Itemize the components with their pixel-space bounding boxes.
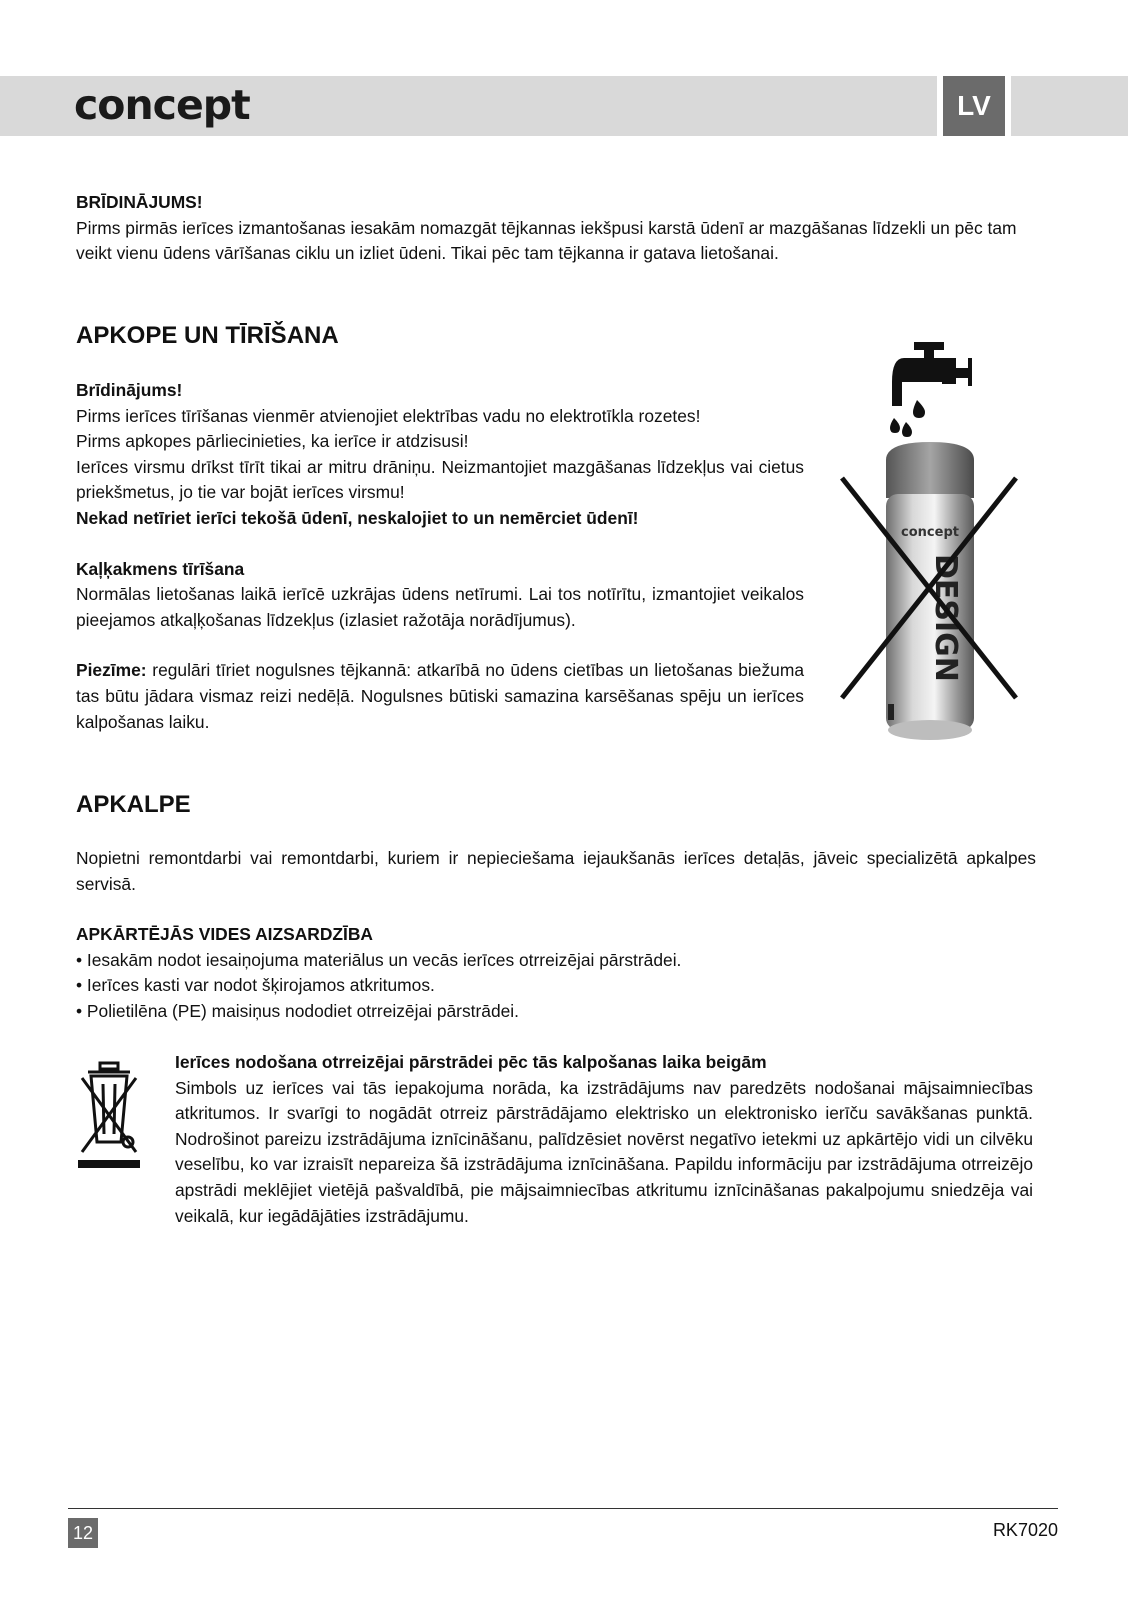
note-text: regulāri tīriet nogulsnes tējkannā: atkarībā no ūdens cietības un lietošanas biežuma tas būtu jādara vismaz reizi nedēļā. Nogulsnes būtiski samazina karsēšanas spēju un ierīces kalpošanas laiku. xyxy=(76,660,804,732)
weee-crossed-bin-icon xyxy=(74,1060,144,1172)
maintenance-warning-title: Brīdinājums! xyxy=(76,380,183,400)
product-text: DESIGN xyxy=(928,554,963,682)
maintenance-heading: APKOPE UN TĪRĪŠANA xyxy=(76,322,339,349)
page-number: 12 xyxy=(68,1518,98,1548)
note-paragraph xyxy=(76,658,804,735)
footer-divider xyxy=(68,1508,1058,1509)
service-section xyxy=(76,846,1036,897)
list-item: • Iesakām nodot iesaiņojuma materiālus un vecās ierīces otrreizējai pārstrādei. xyxy=(76,949,682,970)
warning-title: BRĪDINĀJUMS! xyxy=(76,192,203,212)
recycling-section xyxy=(175,1050,1033,1229)
kettle-no-water-illustration xyxy=(834,436,1026,748)
maintenance-line-4: Nekad netīriet ierīci tekošā ūdenī, neskalojiet to un nemērciet ūdenī! xyxy=(76,507,639,528)
warning-text: Pirms pirmās ierīces izmantošanas iesakām nomazgāt tējkannas iekšpusi karstā ūdenī ar mazgāšanas līdzekli un pēc tam veikt vienu ūdens vārīšanas ciklu un izliet ūdeni. Tikai pēc tam tējkanna ir gatava lietošanai. xyxy=(76,217,1017,264)
model-number: RK7020 xyxy=(992,1520,1058,1540)
list-item: • Polietilēna (PE) maisiņus nododiet otrreizējai pārstrādei. xyxy=(76,1000,520,1021)
language-badge: LV xyxy=(937,76,1011,136)
descaling-title: Kaļķakmens tīrīšana xyxy=(76,558,245,579)
water-tap-icon xyxy=(884,336,980,440)
product-logo: concept xyxy=(901,525,959,540)
first-use-warning xyxy=(76,190,1036,267)
maintenance-line-3: Ierīces virsmu drīkst tīrīt tikai ar mitru drāniņu. Neizmantojiet mazgāšanas līdzekļus vai cietus priekšmetus, jo tie var bojāt ierīces virsmu! xyxy=(76,456,804,503)
maintenance-section xyxy=(76,378,804,735)
maintenance-line-2: Pirms apkopes pārliecinieties, ka ierīce ir atdzisusi! xyxy=(76,431,469,452)
environment-bullets xyxy=(76,948,1036,1025)
environment-section xyxy=(76,922,1036,1024)
service-heading: APKALPE xyxy=(76,791,191,818)
recycling-text: Simbols uz ierīces vai tās iepakojuma norāda, ka izstrādājums nav paredzēts nodošanai mājsaimniecības atkritumos. Ir svarīgi to nogādāt otrreiz pārstrādājamo elektrisko un elektronisko ierīču savākšanas punktā. Nodrošinot pareizu izstrādājuma iznīcināšanu, palīdzēsiet novērst negatīvo ietekmi uz apkārtējo vidi un cilvēku veselību, ko var izraisīt nepareiza šā izstrādājuma iznīcināšana. Papildu informāciju par izstrādājuma otrreizējo apstrādi meklējiet vietējā pašvaldībā, pie mājsaimniecības atkritumu iznīcināšanas pakalpojumu sniedzēja vai veikalā, kur iegādājāties izstrādājumu. xyxy=(175,1077,1033,1226)
list-item: • Ierīces kasti var nodot šķirojamos atkritumos. xyxy=(76,975,435,996)
environment-heading: APKĀRTĒJĀS VIDES AIZSARDZĪBA xyxy=(76,924,373,944)
note-label: Piezīme: xyxy=(76,660,147,681)
service-text: Nopietni remontdarbi vai remontdarbi, kuriem ir nepieciešama iejaukšanās ierīces detaļās, jāveic specializētā apkalpes servisā. xyxy=(76,848,1036,894)
brand-logo: concept xyxy=(74,81,250,129)
descaling-text: Normālas lietošanas laikā ierīcē uzkrājas ūdens netīrumi. Lai tos notīrītu, izmantojiet veikalos pieejamos atkaļķošanas līdzekļus (izlasiet ražotāja norādījumus). xyxy=(76,584,804,630)
recycling-title: Ierīces nodošana otrreizējai pārstrādei pēc tās kalpošanas laika beigām xyxy=(175,1052,767,1072)
maintenance-line-1: Pirms ierīces tīrīšanas vienmēr atvienojiet elektrības vadu no elektrotīkla rozetes! xyxy=(76,405,701,426)
